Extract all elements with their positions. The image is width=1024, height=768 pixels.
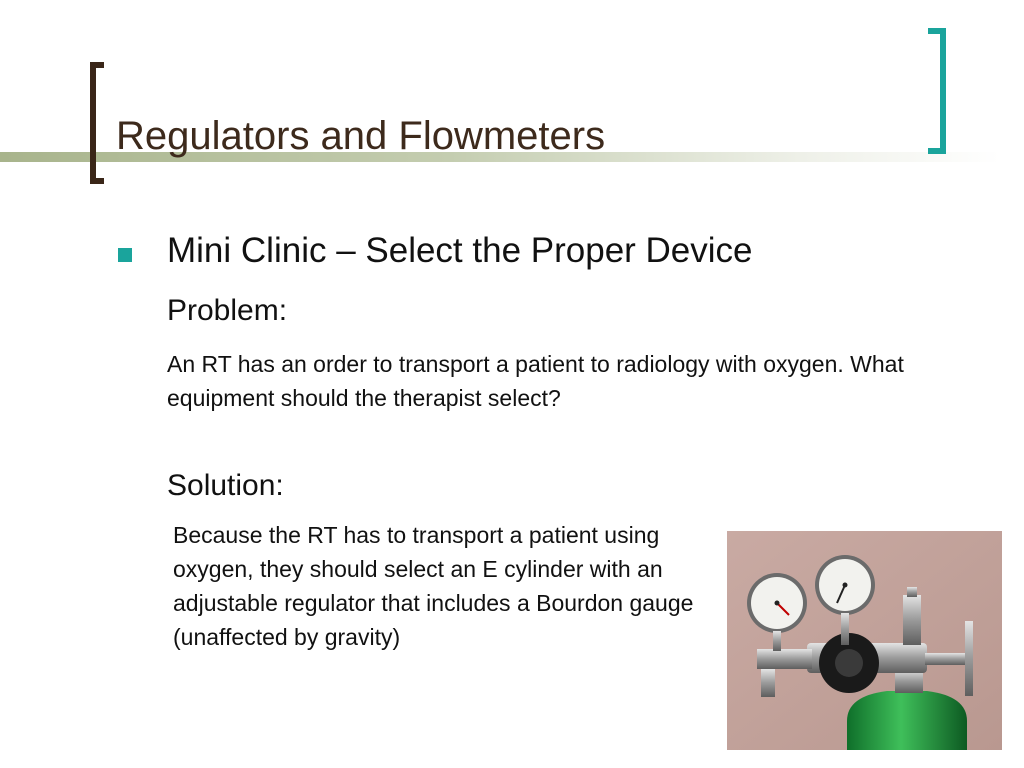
regulator-photo bbox=[727, 531, 1002, 750]
problem-label: Problem: bbox=[167, 294, 288, 327]
bullet-heading: Mini Clinic – Select the Proper Device bbox=[167, 231, 753, 270]
problem-text: An RT has an order to transport a patient to radiology with oxygen. What equipment should the therapist select? bbox=[167, 351, 904, 411]
slide-title: Regulators and Flowmeters bbox=[116, 114, 606, 158]
square-bullet-icon bbox=[118, 248, 132, 262]
right-bracket-decoration bbox=[928, 28, 946, 154]
solution-text: Because the RT has to transport a patient using oxygen, they should select an E cylinder with an adjustable regulator that includes a Bourdon gauge (unaffected by gravity) bbox=[173, 522, 694, 650]
left-bracket-decoration bbox=[90, 62, 104, 184]
solution-label: Solution: bbox=[167, 469, 284, 502]
